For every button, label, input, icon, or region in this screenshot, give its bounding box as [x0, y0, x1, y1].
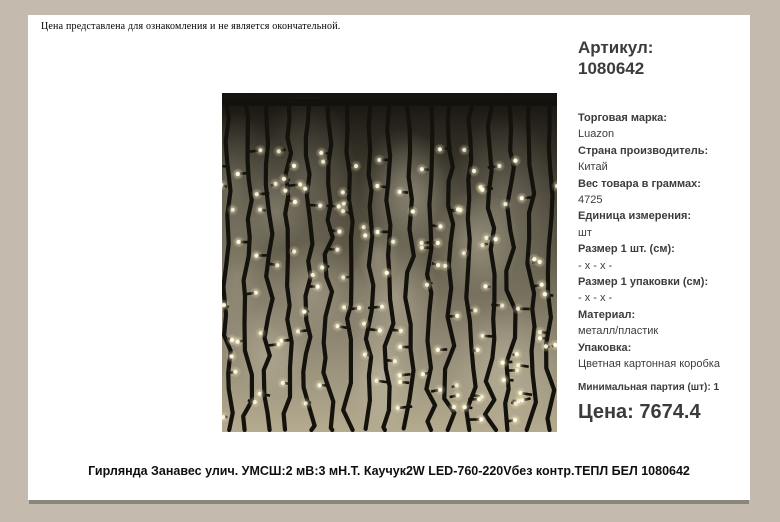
spec-list	[578, 110, 750, 373]
price-value: 7674.4	[639, 401, 701, 423]
spec-label: Вес товара в граммах:	[578, 177, 701, 190]
min-batch-line	[578, 382, 719, 393]
spec-label: Торговая марка:	[578, 112, 667, 124]
article-heading	[578, 37, 653, 79]
garland-photo-image	[222, 93, 557, 432]
spec-label: Размер 1 шт. (см):	[578, 243, 675, 256]
price-label: Цена:	[578, 401, 634, 423]
spec-value: - x - x -	[578, 259, 613, 272]
disclaimer-text: Цена представлена для ознакомления и не является окончательной.	[41, 21, 341, 32]
spec-value: шт	[578, 226, 592, 239]
product-photo	[222, 93, 557, 432]
price-line	[578, 401, 701, 424]
spec-value: металл/пластик	[578, 325, 659, 338]
spec-label: Страна производитель:	[578, 144, 709, 157]
article-label: Артикул:	[578, 38, 654, 57]
spec-label: Единица измерения:	[578, 210, 692, 223]
spec-label: Размер 1 упаковки (см):	[578, 276, 709, 289]
spec-label: Материал:	[578, 308, 636, 321]
spec-value: Luazon	[578, 128, 615, 141]
spec-value: - x - x -	[578, 292, 613, 305]
article-number: 1080642	[578, 59, 645, 78]
spec-value: 4725	[578, 194, 603, 207]
product-title: Гирлянда Занавес улич. УМСШ:2 мВ:3 мН.Т. Каучук2W LED-760-220Vбез контр.ТЕПЛ БЕЛ 1080642	[88, 464, 690, 478]
spec-value: Цветная картонная коробка	[578, 358, 720, 371]
spec-value: Китай	[578, 161, 608, 174]
min-batch-label: Минимальная партия (шт):	[578, 382, 711, 393]
spec-label: Упаковка:	[578, 341, 632, 354]
document-sheet	[28, 15, 750, 500]
min-batch-value: 1	[713, 382, 720, 393]
